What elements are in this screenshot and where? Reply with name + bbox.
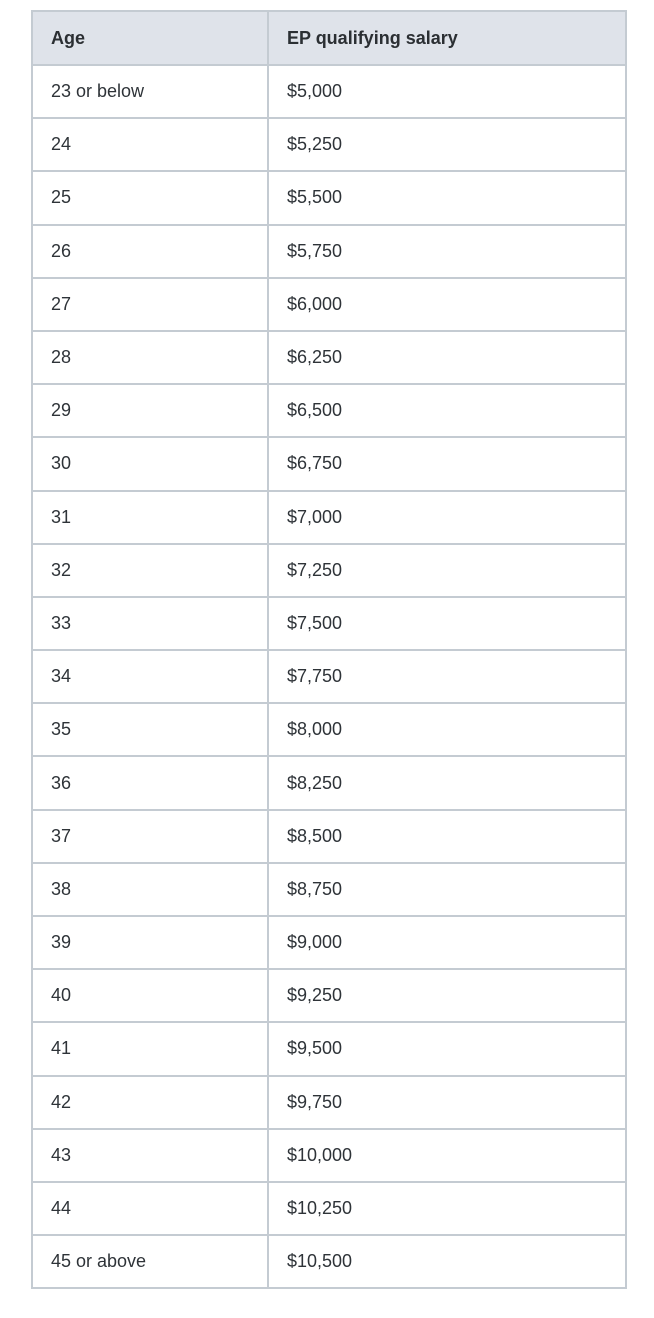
age-cell: 24 — [32, 118, 268, 171]
table-row — [32, 863, 626, 916]
salary-table-container — [31, 10, 625, 1289]
salary-cell: $6,250 — [268, 331, 626, 384]
age-cell: 45 or above — [32, 1235, 268, 1288]
salary-cell: $8,000 — [268, 703, 626, 756]
age-cell: 28 — [32, 331, 268, 384]
age-cell: 39 — [32, 916, 268, 969]
table-row — [32, 544, 626, 597]
table-row — [32, 384, 626, 437]
age-cell: 26 — [32, 225, 268, 278]
table-row — [32, 225, 626, 278]
age-cell: 41 — [32, 1022, 268, 1075]
salary-cell: $7,000 — [268, 491, 626, 544]
salary-cell: $7,250 — [268, 544, 626, 597]
table-row — [32, 1129, 626, 1182]
table-row — [32, 331, 626, 384]
table-row — [32, 597, 626, 650]
salary-cell: $5,500 — [268, 171, 626, 224]
age-cell: 33 — [32, 597, 268, 650]
salary-cell: $5,250 — [268, 118, 626, 171]
salary-cell: $9,000 — [268, 916, 626, 969]
age-cell: 31 — [32, 491, 268, 544]
age-cell: 27 — [32, 278, 268, 331]
salary-cell: $6,750 — [268, 437, 626, 490]
age-cell: 36 — [32, 756, 268, 809]
table-body — [32, 65, 626, 1288]
salary-cell: $9,500 — [268, 1022, 626, 1075]
age-cell: 23 or below — [32, 65, 268, 118]
salary-cell: $10,000 — [268, 1129, 626, 1182]
age-cell: 43 — [32, 1129, 268, 1182]
table-row — [32, 278, 626, 331]
table-row — [32, 171, 626, 224]
table-header — [32, 11, 626, 65]
age-cell: 29 — [32, 384, 268, 437]
salary-cell: $5,000 — [268, 65, 626, 118]
salary-cell: $8,250 — [268, 756, 626, 809]
salary-column-header: EP qualifying salary — [268, 11, 626, 65]
table-row — [32, 969, 626, 1022]
salary-cell: $5,750 — [268, 225, 626, 278]
table-row — [32, 1235, 626, 1288]
age-cell: 40 — [32, 969, 268, 1022]
salary-cell: $8,750 — [268, 863, 626, 916]
table-row — [32, 118, 626, 171]
table-row — [32, 703, 626, 756]
table-row — [32, 1022, 626, 1075]
table-row — [32, 437, 626, 490]
table-row — [32, 650, 626, 703]
salary-cell: $9,250 — [268, 969, 626, 1022]
age-cell: 44 — [32, 1182, 268, 1235]
table-row — [32, 1182, 626, 1235]
age-cell: 25 — [32, 171, 268, 224]
table-row — [32, 1076, 626, 1129]
salary-cell: $10,500 — [268, 1235, 626, 1288]
table-row — [32, 810, 626, 863]
age-cell: 38 — [32, 863, 268, 916]
age-column-header: Age — [32, 11, 268, 65]
salary-cell: $7,750 — [268, 650, 626, 703]
age-cell: 35 — [32, 703, 268, 756]
age-cell: 32 — [32, 544, 268, 597]
table-row — [32, 916, 626, 969]
age-cell: 30 — [32, 437, 268, 490]
salary-cell: $8,500 — [268, 810, 626, 863]
table-row — [32, 65, 626, 118]
table-row — [32, 491, 626, 544]
table-row — [32, 756, 626, 809]
salary-cell: $6,500 — [268, 384, 626, 437]
salary-cell: $6,000 — [268, 278, 626, 331]
age-cell: 34 — [32, 650, 268, 703]
salary-cell: $7,500 — [268, 597, 626, 650]
age-cell: 42 — [32, 1076, 268, 1129]
salary-cell: $10,250 — [268, 1182, 626, 1235]
ep-salary-table — [31, 10, 627, 1289]
age-cell: 37 — [32, 810, 268, 863]
salary-cell: $9,750 — [268, 1076, 626, 1129]
header-row — [32, 11, 626, 65]
